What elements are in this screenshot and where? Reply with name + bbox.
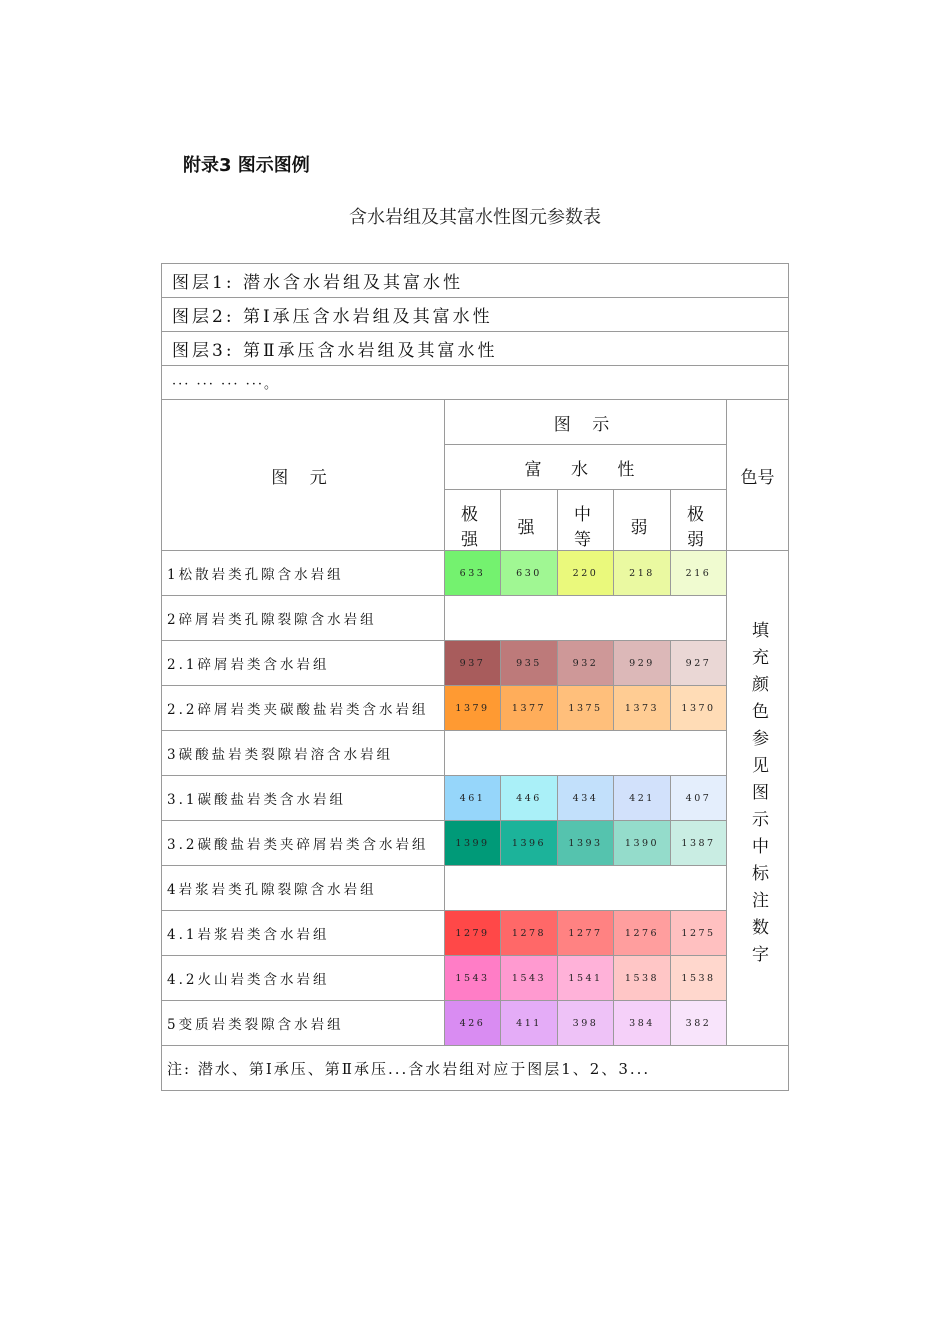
color-swatch-weak: 218 [614,551,671,596]
aquifer-name: 4.2火山岩类含水岩组 [162,956,445,1001]
color-swatch-medium: 220 [558,551,614,596]
level-strong: 强 [501,490,558,551]
aquifer-row [162,776,789,821]
element-header: 图 元 [162,400,445,551]
color-swatch-extreme-strong: 1543 [445,956,501,1001]
empty-swatch-group [445,731,727,776]
aquifer-row [162,911,789,956]
aquifer-name: 1松散岩类孔隙含水岩组 [162,551,445,596]
layer-2-label: 图层2: 第Ⅰ承压含水岩组及其富水性 [162,298,789,332]
appendix-heading: 附录3 图示图例 [183,155,310,176]
color-swatch-extreme-strong: 937 [445,641,501,686]
color-swatch-medium: 434 [558,776,614,821]
level-medium: 中 等 [558,490,614,551]
level-extreme-weak: 极 弱 [671,490,727,551]
aquifer-row [162,641,789,686]
empty-swatch-group [445,866,727,911]
color-swatch-weak: 1538 [614,956,671,1001]
color-swatch-extreme-strong: 633 [445,551,501,596]
color-swatch-extreme-strong: 1399 [445,821,501,866]
color-code-header: 色号 [727,400,789,551]
color-swatch-medium: 932 [558,641,614,686]
aquifer-legend-table [161,263,789,1091]
color-swatch-weak: 421 [614,776,671,821]
color-swatch-extreme-weak: 216 [671,551,727,596]
color-swatch-extreme-strong: 461 [445,776,501,821]
richness-header: 富 水 性 [445,445,727,490]
color-swatch-extreme-weak: 1538 [671,956,727,1001]
color-swatch-extreme-weak: 927 [671,641,727,686]
legend-header: 图 示 [445,400,727,445]
color-swatch-extreme-strong: 1279 [445,911,501,956]
color-swatch-weak: 929 [614,641,671,686]
aquifer-row [162,596,789,641]
aquifer-name: 4.1岩浆岩类含水岩组 [162,911,445,956]
color-swatch-strong: 1543 [501,956,558,1001]
aquifer-name: 2.1碎屑岩类含水岩组 [162,641,445,686]
color-swatch-weak: 1373 [614,686,671,731]
table-footnote: 注: 潜水、第Ⅰ承压、第Ⅱ承压...含水岩组对应于图层1、2、3... [162,1046,789,1091]
level-extreme-strong: 极 强 [445,490,501,551]
color-swatch-medium: 1375 [558,686,614,731]
color-swatch-weak: 384 [614,1001,671,1046]
aquifer-row [162,686,789,731]
layer-1-label: 图层1: 潜水含水岩组及其富水性 [162,264,789,298]
color-swatch-strong: 1377 [501,686,558,731]
aquifer-name: 3.2碳酸盐岩类夹碎屑岩类含水岩组 [162,821,445,866]
color-swatch-medium: 398 [558,1001,614,1046]
color-swatch-extreme-weak: 1370 [671,686,727,731]
aquifer-name: 3碳酸盐岩类裂隙岩溶含水岩组 [162,731,445,776]
aquifer-row [162,821,789,866]
aquifer-row [162,1001,789,1046]
color-swatch-strong: 1396 [501,821,558,866]
color-swatch-strong: 630 [501,551,558,596]
color-note: 填充颜色参见图示中标注数字 [748,620,769,972]
layer-3-label: 图层3: 第Ⅱ承压含水岩组及其富水性 [162,332,789,366]
aquifer-row [162,731,789,776]
color-swatch-medium: 1277 [558,911,614,956]
aquifer-name: 4岩浆岩类孔隙裂隙含水岩组 [162,866,445,911]
level-weak: 弱 [614,490,671,551]
color-swatch-extreme-strong: 1379 [445,686,501,731]
aquifer-row [162,956,789,1001]
color-swatch-extreme-weak: 382 [671,1001,727,1046]
color-swatch-extreme-strong: 426 [445,1001,501,1046]
color-swatch-extreme-weak: 1275 [671,911,727,956]
document-title: 含水岩组及其富水性图元参数表 [349,207,601,228]
color-note-cell [727,551,789,1046]
color-swatch-strong: 446 [501,776,558,821]
aquifer-row [162,551,789,596]
empty-swatch-group [445,596,727,641]
color-swatch-weak: 1390 [614,821,671,866]
color-swatch-extreme-weak: 1387 [671,821,727,866]
layer-more-label: ··· ··· ··· ···。 [162,366,789,400]
aquifer-name: 2.2碎屑岩类夹碳酸盐岩类含水岩组 [162,686,445,731]
color-swatch-strong: 1278 [501,911,558,956]
color-swatch-medium: 1541 [558,956,614,1001]
color-swatch-medium: 1393 [558,821,614,866]
aquifer-name: 3.1碳酸盐岩类含水岩组 [162,776,445,821]
color-swatch-strong: 411 [501,1001,558,1046]
color-swatch-weak: 1276 [614,911,671,956]
aquifer-name: 5变质岩类裂隙含水岩组 [162,1001,445,1046]
color-swatch-extreme-weak: 407 [671,776,727,821]
color-swatch-strong: 935 [501,641,558,686]
aquifer-name: 2碎屑岩类孔隙裂隙含水岩组 [162,596,445,641]
aquifer-row [162,866,789,911]
